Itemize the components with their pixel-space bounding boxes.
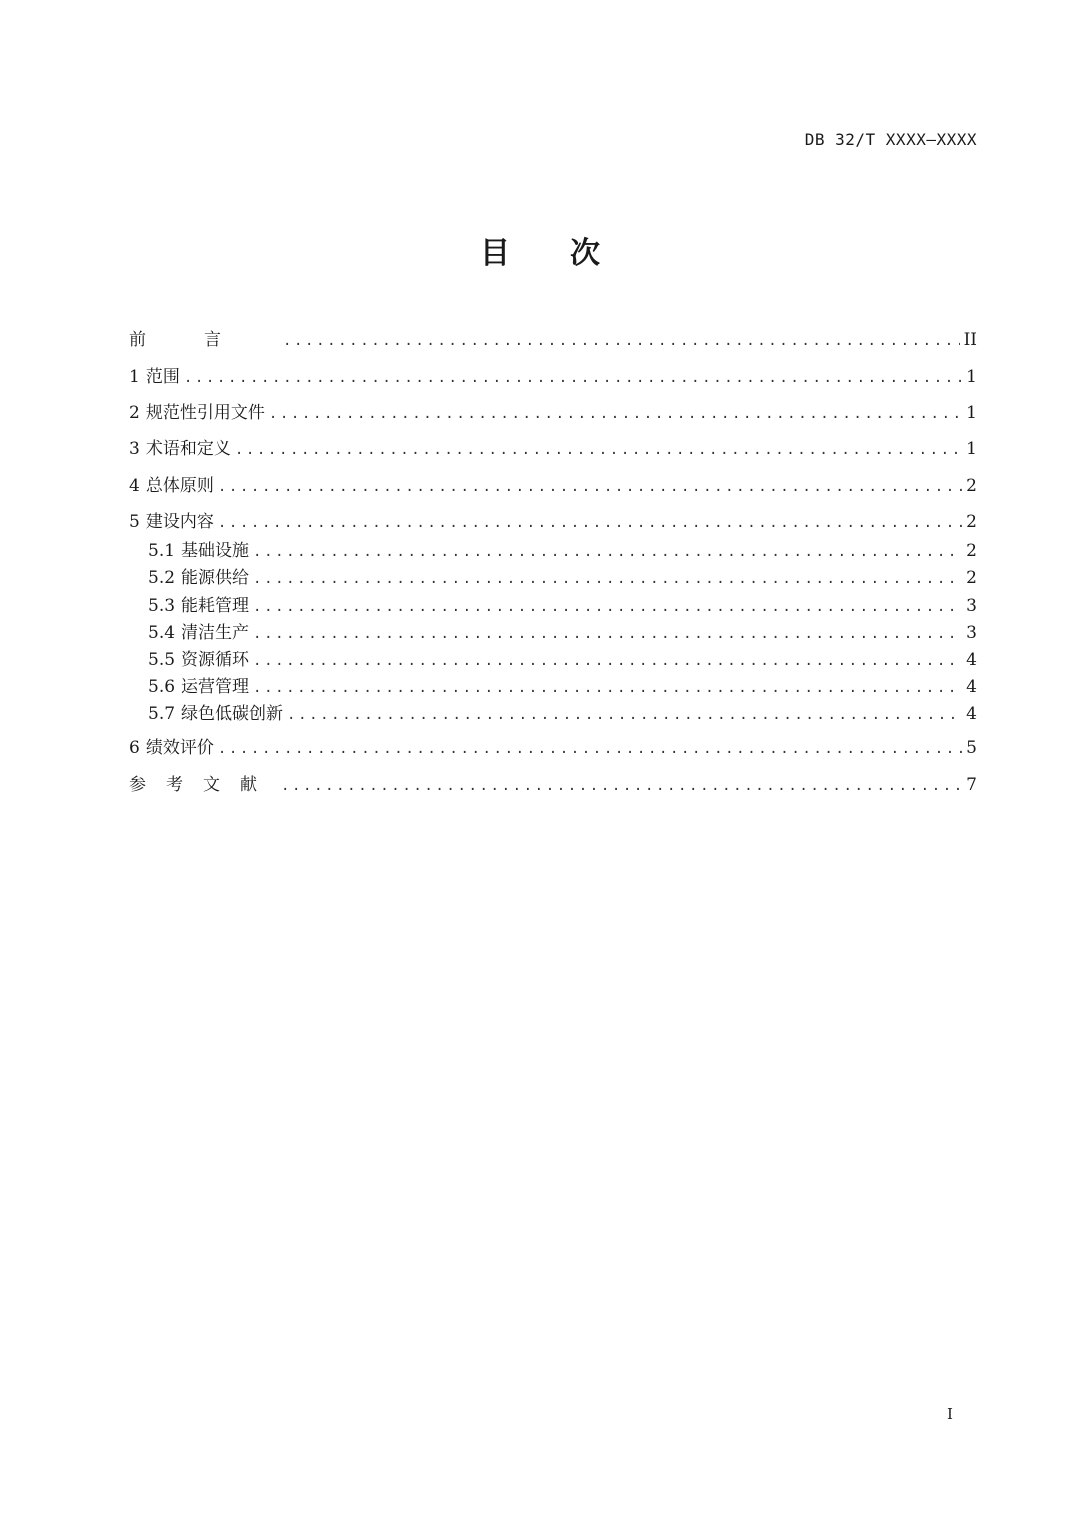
toc-leader-dots <box>253 568 962 590</box>
toc-entry-page: 3 <box>966 596 977 616</box>
toc-entry-3[interactable] <box>129 438 977 461</box>
toc-title-char-2: 次 <box>570 236 600 271</box>
toc-entry-page: 4 <box>966 704 977 724</box>
toc-leader-dots <box>253 623 962 645</box>
toc-entry-number: 6 <box>129 738 140 758</box>
toc-entry-number: 4 <box>129 476 140 496</box>
toc-entry-foreword[interactable] <box>129 329 977 352</box>
toc-entry-page: 2 <box>966 476 977 496</box>
toc-entry-label: 资源循环 <box>181 650 250 670</box>
toc-entry-5-6[interactable] <box>148 676 977 699</box>
toc-leader-dots <box>218 476 962 498</box>
toc-leader-dots <box>253 541 962 563</box>
toc-leader-dots <box>218 738 962 760</box>
toc-entry-number: 5.3 <box>148 596 176 616</box>
toc-entry-number: 5 <box>129 512 140 532</box>
toc-entry-6[interactable] <box>129 737 977 760</box>
toc-entry-5-2[interactable] <box>148 567 977 590</box>
toc-entry-number: 5.2 <box>148 568 176 588</box>
toc-entry-4[interactable] <box>129 475 977 498</box>
toc-leader-dots <box>287 704 962 726</box>
toc-entry-number: 3 <box>129 439 140 459</box>
toc-entry-label: 建设内容 <box>145 512 214 532</box>
toc-entry-page: 7 <box>966 775 977 795</box>
toc-entry-label: 能源供给 <box>181 568 250 588</box>
toc-leader-dots <box>269 403 962 425</box>
toc-entry-label: 总体原则 <box>145 476 214 496</box>
toc-entry-number: 2 <box>129 403 140 423</box>
toc-entry-label: 范围 <box>145 367 180 387</box>
toc-entry-5-5[interactable] <box>148 649 977 672</box>
toc-entry-page: 3 <box>966 623 977 643</box>
toc-entry-page: II <box>963 330 977 350</box>
toc-leader-dots <box>283 330 960 352</box>
toc-entry-number: 5.6 <box>148 677 176 697</box>
toc-leader-dots <box>281 775 962 797</box>
toc-entry-page: 1 <box>966 367 977 387</box>
toc-entry-page: 4 <box>966 677 977 697</box>
toc-entry-1[interactable] <box>129 366 977 389</box>
toc-leader-dots <box>235 439 962 461</box>
toc-entry-label: 参考文献 <box>129 775 277 795</box>
toc-entry-label: 清洁生产 <box>181 623 250 643</box>
toc-entry-2[interactable] <box>129 402 977 425</box>
toc-entry-label: 绩效评价 <box>145 738 214 758</box>
toc-entry-number: 1 <box>129 367 140 387</box>
toc-entry-5-1[interactable] <box>148 540 977 563</box>
toc-entry-label: 运营管理 <box>181 677 250 697</box>
toc-entry-page: 2 <box>966 568 977 588</box>
toc-title-char-1: 目 <box>480 236 510 271</box>
toc-entry-page: 1 <box>966 439 977 459</box>
toc-entry-label: 前言 <box>129 330 279 350</box>
toc-entry-references[interactable] <box>129 774 977 797</box>
toc-leader-dots <box>253 650 962 672</box>
toc-entry-number: 5.1 <box>148 541 176 561</box>
toc-entry-page: 5 <box>966 738 977 758</box>
page-number: I <box>947 1405 953 1423</box>
toc-leader-dots <box>184 367 962 389</box>
toc-entry-number: 5.4 <box>148 623 176 643</box>
toc-entry-5-4[interactable] <box>148 622 977 645</box>
toc-entry-number: 5.7 <box>148 704 176 724</box>
toc-entry-page: 2 <box>966 541 977 561</box>
toc-entry-label: 绿色低碳创新 <box>181 704 284 724</box>
toc-leader-dots <box>253 596 962 618</box>
toc-entry-page: 1 <box>966 403 977 423</box>
toc-entry-number: 5.5 <box>148 650 176 670</box>
toc-entry-5-7[interactable] <box>148 703 977 726</box>
toc-entry-page: 2 <box>966 512 977 532</box>
toc-entry-5[interactable] <box>129 511 977 534</box>
toc-leader-dots <box>253 677 962 699</box>
toc-entry-label: 术语和定义 <box>145 439 231 459</box>
standard-code: DB 32/T XXXX—XXXX <box>804 130 977 149</box>
toc-entry-label: 基础设施 <box>181 541 250 561</box>
toc-entry-page: 4 <box>966 650 977 670</box>
toc-entry-5-3[interactable] <box>148 595 977 618</box>
toc-leader-dots <box>218 512 962 534</box>
toc-entry-label: 规范性引用文件 <box>145 403 265 423</box>
toc-title <box>0 228 1080 272</box>
toc-entry-label: 能耗管理 <box>181 596 250 616</box>
